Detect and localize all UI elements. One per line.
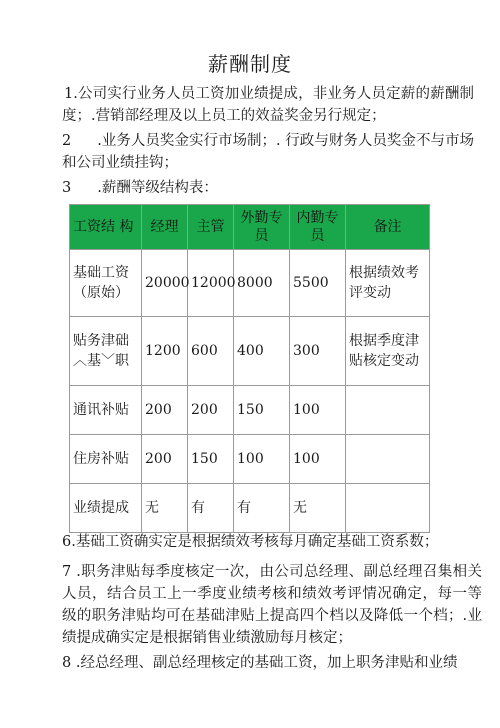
table-cell: 无 (142, 484, 188, 533)
table-row (70, 435, 430, 484)
paragraph-2 (62, 130, 474, 174)
paragraph-1: 1.公司实行业务人员工资加业绩提成，非业务人员定薪的薪酬制度；.营销部经理及以上员工的效益奖金另行规定； (62, 86, 474, 124)
table-cell: 无 (290, 484, 346, 533)
table-cell: 基础工资（原始） (70, 250, 142, 317)
table-cell: 通讯补贴 (70, 386, 142, 435)
table-row (70, 484, 430, 533)
header-cell-manager: 经理 (142, 205, 188, 250)
paragraph-3-number: 3 (62, 180, 72, 196)
paragraph-3 (62, 177, 474, 199)
table-cell: 600 (188, 317, 234, 386)
paragraph-2-number: 2 (62, 133, 72, 149)
table-cell: 有 (234, 484, 290, 533)
table-cell: 300 (290, 317, 346, 386)
table-cell (346, 386, 430, 435)
table-cell: 100 (234, 435, 290, 484)
table-cell: 12000 (188, 250, 234, 317)
table-cell: 20000 (142, 250, 188, 317)
paragraph-8: 8 .经总经理、副总经理核定的基础工资，加上职务津贴和业绩 (62, 655, 458, 671)
table-cell: 200 (142, 386, 188, 435)
paragraph-2-text: .业务人员奖金实行市场制；. 行政与财务人员奖金不与市场和公司业绩挂钩； (62, 133, 474, 171)
header-cell-structure: 工资结 构 (70, 205, 142, 250)
header-cell-office-staff: 内勤专员 (290, 205, 346, 250)
table-cell: 200 (142, 435, 188, 484)
table-cell: 100 (290, 435, 346, 484)
table-cell: 200 (188, 386, 234, 435)
table-cell: 业绩提成 (70, 484, 142, 533)
paragraph-3-text: .薪酬等级结构表： (97, 180, 218, 196)
table-cell: 150 (188, 435, 234, 484)
table-row (70, 250, 430, 317)
document-title: 薪酬制度 (208, 52, 292, 76)
table-cell: 8000 (234, 250, 290, 317)
table-cell (346, 435, 430, 484)
table-row (70, 386, 430, 435)
table-cell: 贴务津础︿基﹀职 (70, 317, 142, 386)
paragraph-6: 6.基础工资确实定是根据绩效考核每月确定基础工资系数； (62, 534, 439, 550)
header-cell-supervisor: 主管 (188, 205, 234, 250)
table-cell: 住房补贴 (70, 435, 142, 484)
header-cell-remarks: 备注 (346, 205, 430, 250)
table-cell: 根据绩效考评变动 (346, 250, 430, 317)
table-cell: 根据季度津贴核定变动 (346, 317, 430, 386)
salary-structure-table (69, 204, 430, 533)
header-cell-field-staff: 外勤专员 (234, 205, 290, 250)
table-cell: 5500 (290, 250, 346, 317)
table-row (70, 317, 430, 386)
table-cell (346, 484, 430, 533)
table-cell: 100 (290, 386, 346, 435)
table-cell: 有 (188, 484, 234, 533)
table-cell: 400 (234, 317, 290, 386)
table-header-row (70, 205, 430, 250)
paragraph-7: 7 .职务津贴每季度核定一次，由公司总经理、副总经理召集相关人员，结合员工上一季度业绩考核和绩效考评情况确定，每一等级的职务津贴均可在基础津贴上提高四个档以及降低一个档；.业绩提成确实定是根据销售业绩激励每月核定； (62, 564, 482, 646)
table-cell: 1200 (142, 317, 188, 386)
table-cell: 150 (234, 386, 290, 435)
